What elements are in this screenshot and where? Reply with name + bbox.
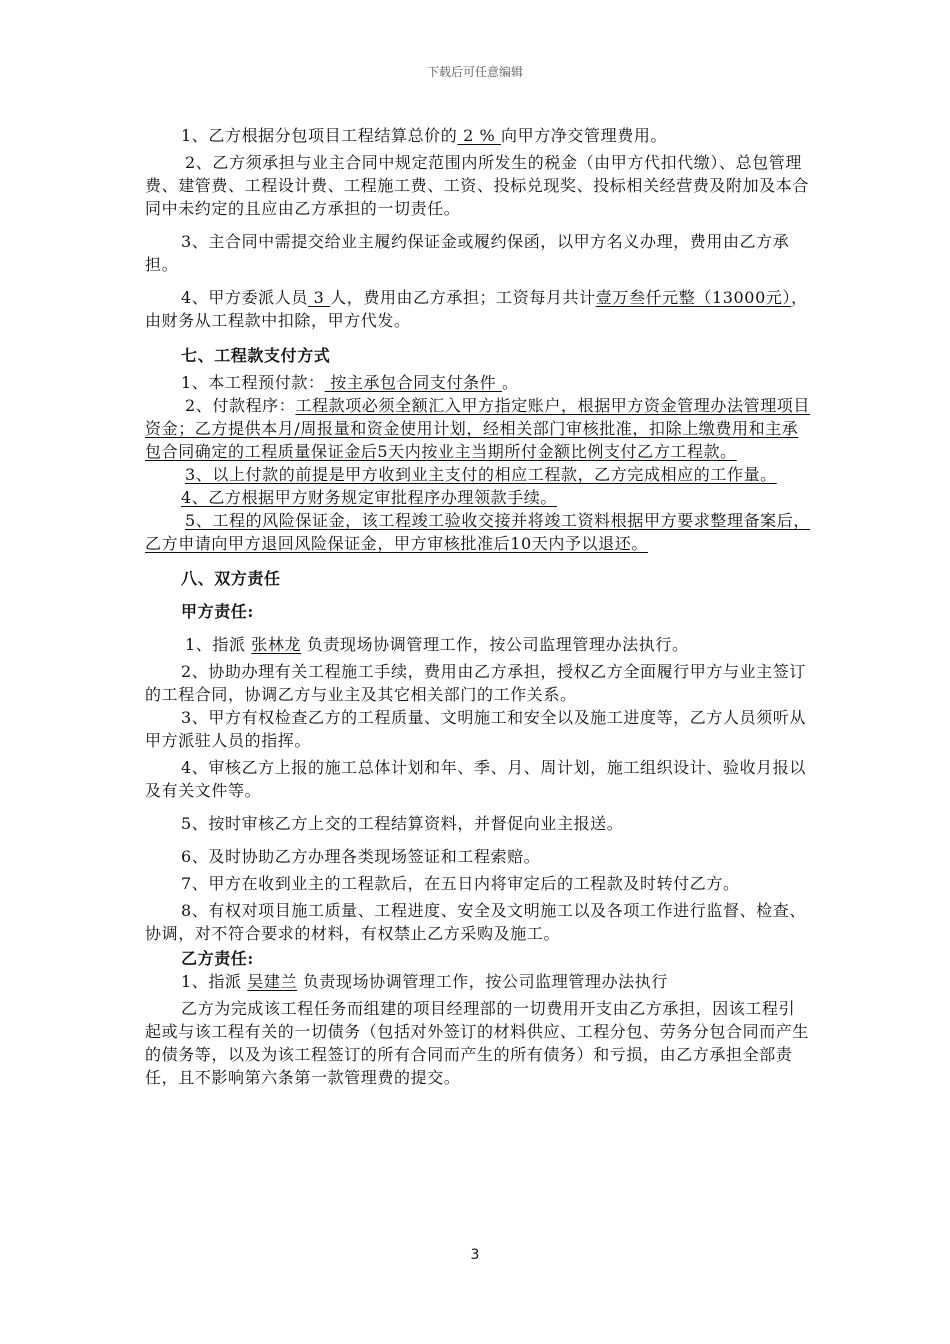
assigned-person-name: 张林龙	[251, 635, 302, 654]
staff-count: 3	[307, 288, 331, 307]
text: 1、乙方根据分包项目工程结算总价的	[181, 126, 458, 145]
assigned-person-name: 吴建兰	[247, 972, 298, 991]
party-a-item-2: 2、协助办理有关工程施工手续，费用由乙方承担，授权乙方全面履行甲方与业主签订的工程合同，协调乙方与业主及其它相关部门的工作关系。	[145, 662, 806, 704]
party-a-item-5: 5、按时审核乙方上交的工程结算资料，并督促向业主报送。	[181, 814, 624, 833]
party-a-title: 甲方责任:	[181, 602, 254, 621]
payment-procedure: 工程款项必须全额汇入甲方指定账户，根据甲方资金管理办法管理项目资金；乙方提供本月/周报量和资金使用计划，经相关部门审核批准，扣除上缴费用和主承包合同确定的工程质量保证金后5天内按业主当期所付金额比例支付乙方工程款。	[145, 396, 810, 461]
party-a-item-6: 6、及时协助乙方办理各类现场签证和工程索赔。	[181, 847, 541, 866]
party-a-item-3: 3、甲方有权检查乙方的工程质量、文明施工和安全以及施工进度等，乙方人员须听从甲方派驻人员的指挥。	[145, 708, 806, 750]
text: 。	[501, 373, 519, 392]
fee-rate: 2 %	[457, 126, 502, 145]
document-body	[145, 124, 810, 1089]
sec7-paragraph-2	[145, 394, 810, 463]
text: 负责现场协调管理工作，按公司监理管理办法执行。	[301, 635, 689, 654]
text: 1、指派	[185, 635, 252, 654]
text: ，由财务从工程款中扣除，甲方代发。	[145, 288, 808, 330]
sec6-paragraph-2: 2、乙方须承担与业主合同中规定范围内所发生的税金（由甲方代扣代缴）、总包管理费、建管费、工程设计费、工程施工费、工资、投标兑现奖、投标相关经营费及附加及本合同中未约定的且应由乙方承担的一切责任。	[145, 153, 810, 218]
text: 向甲方净交管理费用。	[501, 126, 668, 145]
sec7-paragraph-3: 3、以上付款的前提是甲方收到业主支付的相应工程款，乙方完成相应的工作量。	[185, 465, 777, 484]
salary-amount-number: （13000元）	[695, 288, 792, 307]
party-a-item-8: 8、有权对项目施工质量、工程进度、安全及文明施工以及各项工作进行监督、检查、协调，对不符合要求的材料，有权禁止乙方采购及施工。	[145, 901, 806, 943]
sec6-paragraph-3: 3、主合同中需提交给业主履约保证金或履约保函，以甲方名义办理，费用由乙方承担。	[145, 232, 790, 274]
party-a-item-7: 7、甲方在收到业主的工程款后，在五日内将审定后的工程款及时转付乙方。	[181, 874, 740, 893]
text: 4、甲方委派人员	[181, 288, 308, 307]
text: 1、本工程预付款：	[181, 373, 325, 392]
sec6-paragraph-4	[145, 286, 810, 332]
section-8-title: 八、双方责任	[181, 569, 281, 588]
sec7-paragraph-1	[145, 371, 810, 394]
party-b-item-2: 乙方为完成该工程任务而组建的项目经理部的一切费用开支由乙方承担，因该工程引起或与该工程有关的一切债务（包括对外签订的材料供应、工程分包、劳务分包合同而产生的债务等，以及为该工程签订的所有合同而产生的所有债务）和亏损，由乙方承担全部责任，且不影响第六条第一款管理费的提交。	[145, 999, 810, 1087]
party-b-title: 乙方责任:	[181, 949, 254, 968]
page-header: 下载后可任意编辑	[426, 65, 523, 79]
party-a-item-4: 4、审核乙方上报的施工总体计划和年、季、月、周计划，施工组织设计、验收月报以及有关文件等。	[145, 758, 806, 800]
party-a-item-1	[145, 633, 810, 656]
sec6-paragraph-1	[145, 124, 810, 147]
sec7-paragraph-5: 5、工程的风险保证金，该工程竣工验收交接并将竣工资料根据甲方要求整理备案后，乙方申请向甲方退回风险保证金，甲方审核批准后10天内予以退还。	[145, 511, 810, 553]
text: 人，费用由乙方承担；工资每月共计	[330, 288, 596, 307]
party-b-item-1	[145, 970, 810, 993]
text: 2、付款程序：	[185, 396, 296, 415]
page-number: 3	[470, 1247, 480, 1263]
advance-payment-terms: 按主承包合同支付条件	[324, 373, 502, 392]
section-7-title: 七、工程款支付方式	[181, 346, 331, 365]
salary-amount-chinese: 壹万叁仟元整	[595, 288, 696, 307]
text: 负责现场协调管理工作，按公司监理管理办法执行	[297, 972, 668, 991]
sec7-paragraph-4: 4、乙方根据甲方财务规定审批程序办理领款手续。	[181, 488, 557, 507]
text: 1、指派	[181, 972, 248, 991]
